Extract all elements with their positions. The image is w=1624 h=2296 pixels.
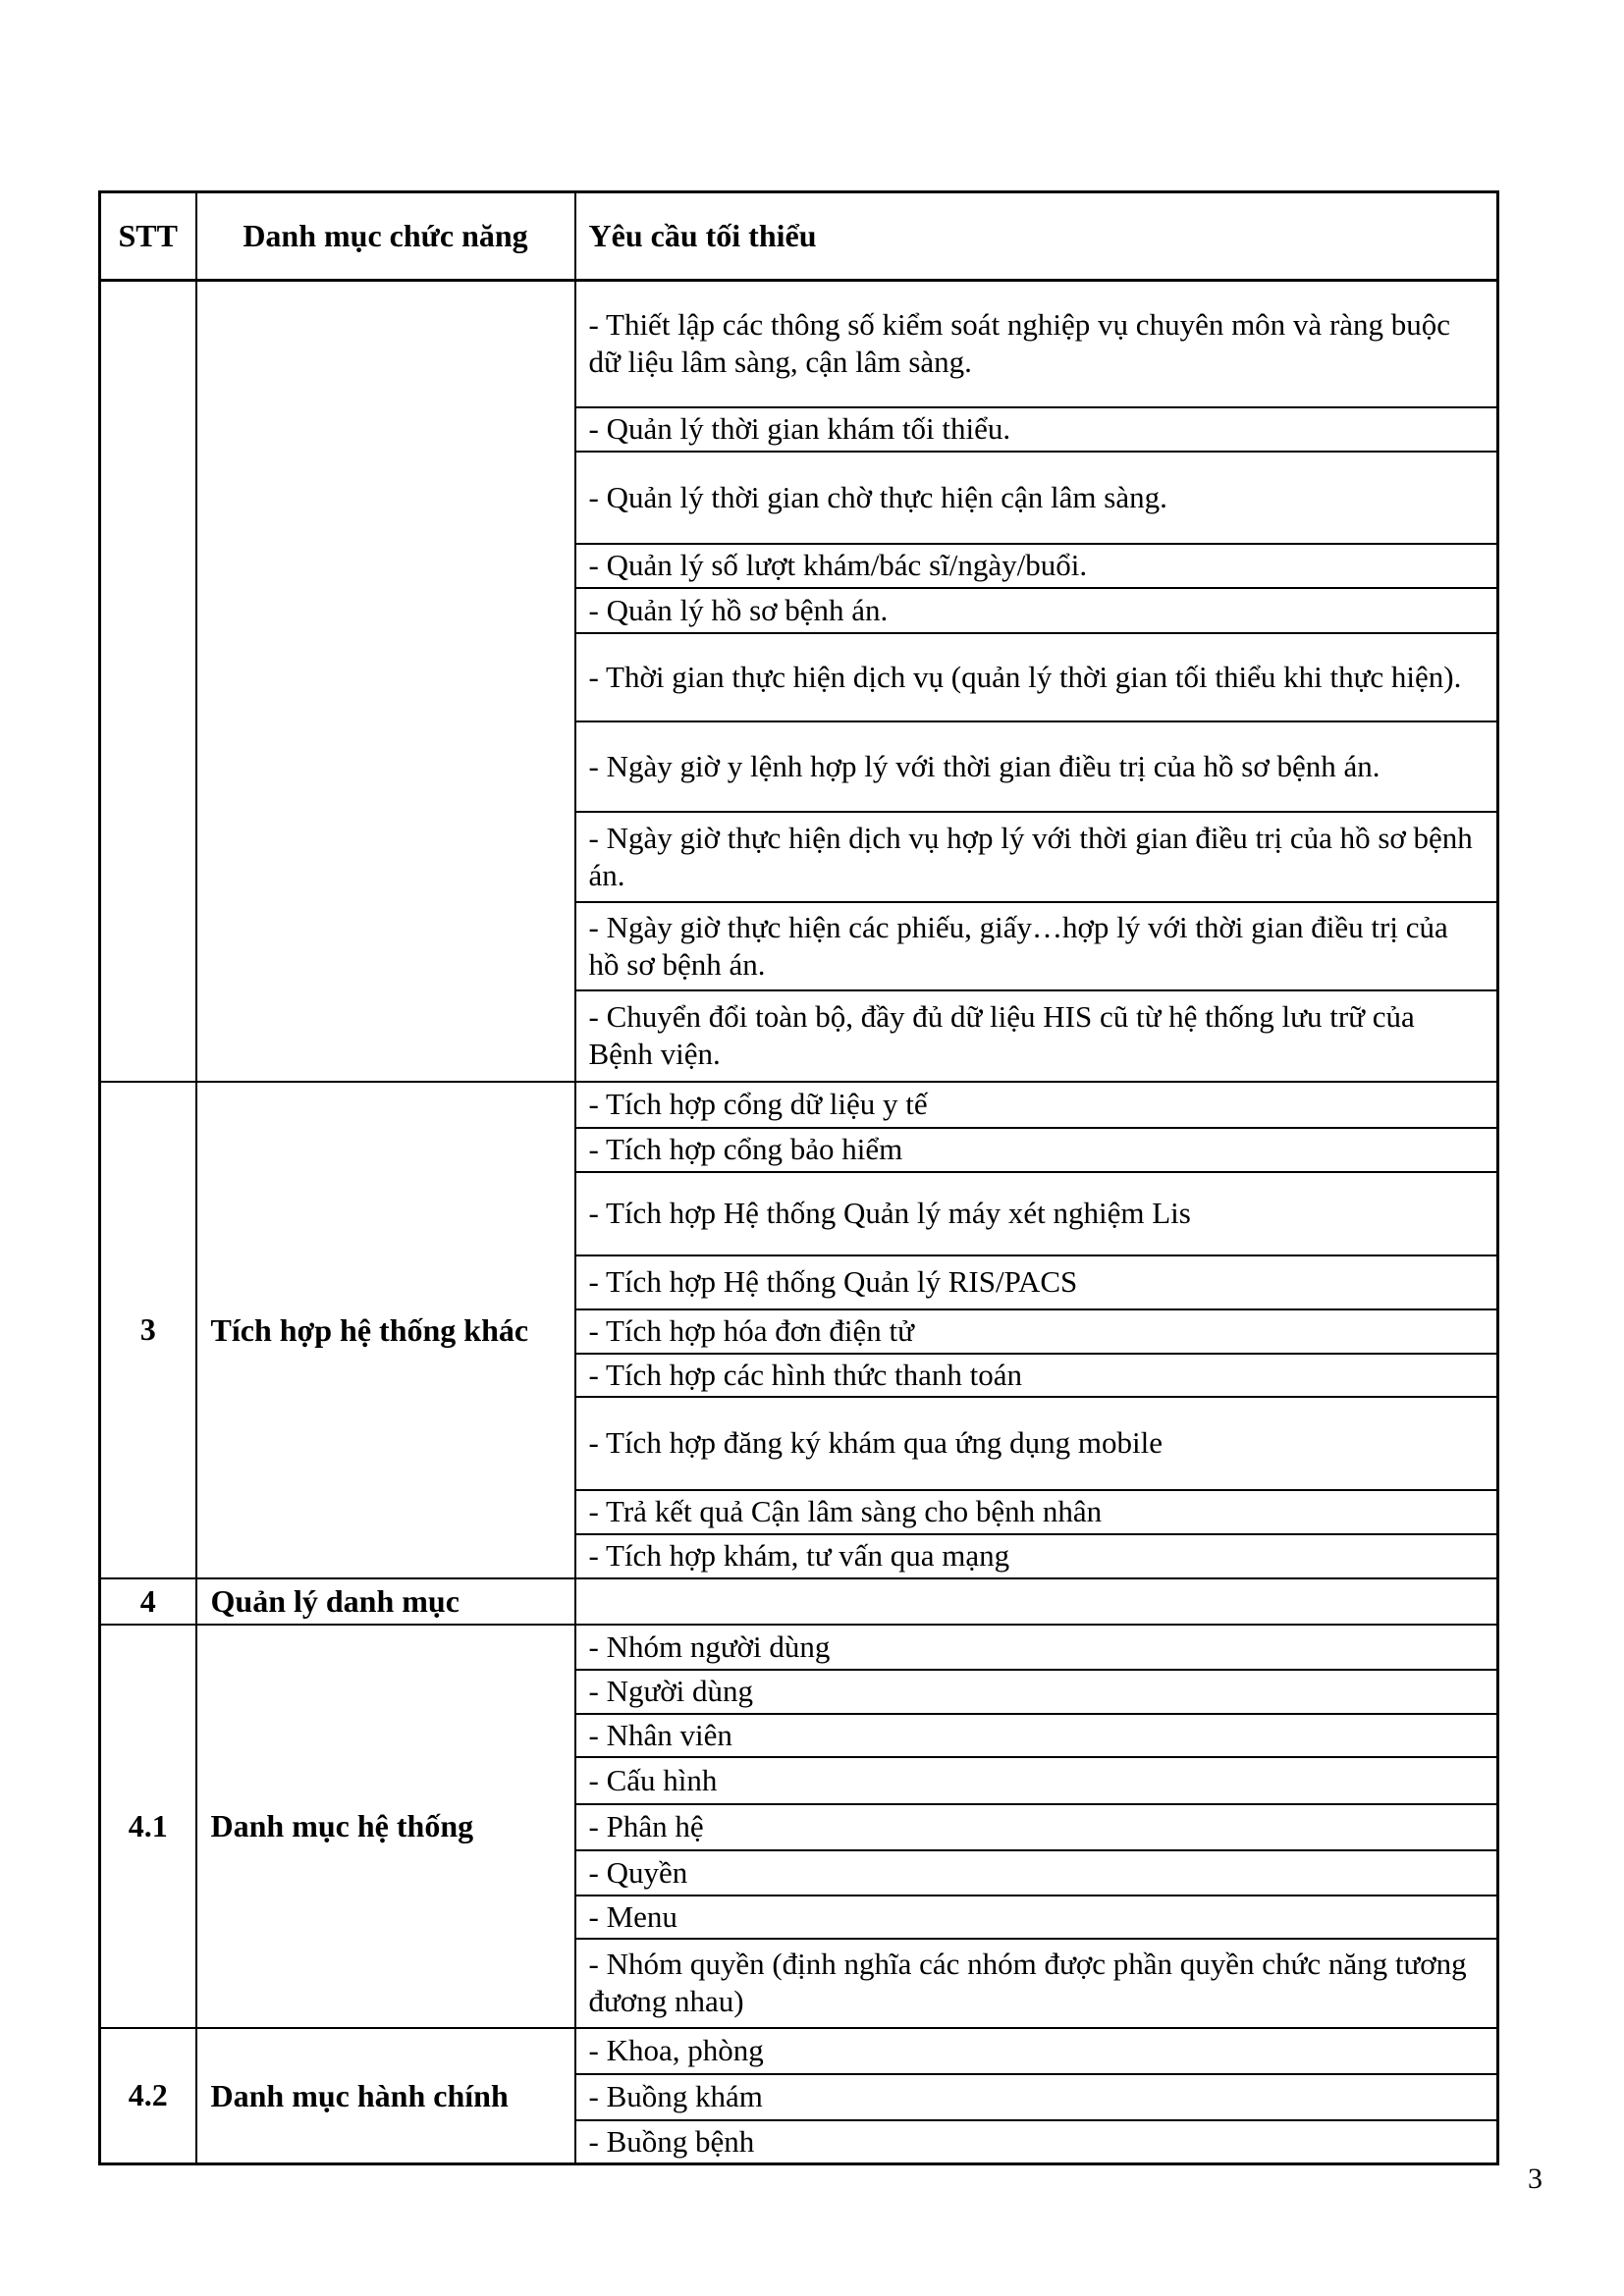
col-header-requirement: Yêu cầu tối thiểu [575,192,1498,281]
table-row [100,1625,1498,1670]
category-cell: Quản lý danh mục [196,1578,575,1625]
table-header-row [100,192,1498,281]
requirement-cell: - Thời gian thực hiện dịch vụ (quản lý thời gian tối thiểu khi thực hiện). [575,633,1498,721]
table-row [100,281,1498,407]
requirement-cell: - Cấu hình [575,1757,1498,1804]
requirement-cell: - Ngày giờ thực hiện các phiếu, giấy…hợp lý với thời gian điều trị của hồ sơ bệnh án. [575,902,1498,990]
requirement-cell [575,1578,1498,1625]
requirement-cell: - Quản lý thời gian khám tối thiểu. [575,407,1498,452]
requirement-cell: - Trả kết quả Cận lâm sàng cho bệnh nhân [575,1490,1498,1534]
requirement-cell: - Ngày giờ thực hiện dịch vụ hợp lý với thời gian điều trị của hồ sơ bệnh án. [575,812,1498,902]
table-row [100,2028,1498,2074]
requirement-cell: - Quản lý thời gian chờ thực hiện cận lâm sàng. [575,452,1498,544]
requirement-cell: - Nhóm quyền (định nghĩa các nhóm được phần quyền chức năng tương đương nhau) [575,1939,1498,2028]
requirement-cell: - Người dùng [575,1670,1498,1714]
requirement-cell: - Buồng khám [575,2074,1498,2120]
requirement-cell: - Phân hệ [575,1804,1498,1850]
requirement-cell: - Tích hợp Hệ thống Quản lý RIS/PACS [575,1255,1498,1309]
requirement-cell: - Chuyển đổi toàn bộ, đầy đủ dữ liệu HIS cũ từ hệ thống lưu trữ của Bệnh viện. [575,990,1498,1082]
stt-cell [100,281,196,1082]
requirement-cell: - Menu [575,1896,1498,1939]
requirement-cell: - Tích hợp đăng ký khám qua ứng dụng mobile [575,1397,1498,1490]
table-row [100,1082,1498,1128]
stt-cell: 4.2 [100,2028,196,2164]
page-number: 3 [1528,2163,1543,2195]
requirement-cell: - Nhân viên [575,1714,1498,1757]
stt-cell: 4 [100,1578,196,1625]
table-row [100,1578,1498,1625]
requirement-cell: - Nhóm người dùng [575,1625,1498,1670]
col-header-stt: STT [100,192,196,281]
requirement-cell: - Quyền [575,1850,1498,1896]
category-cell: Danh mục hệ thống [196,1625,575,2028]
requirement-cell: - Ngày giờ y lệnh hợp lý với thời gian điều trị của hồ sơ bệnh án. [575,721,1498,812]
requirement-cell: - Tích hợp các hình thức thanh toán [575,1354,1498,1397]
requirement-cell: - Tích hợp cổng dữ liệu y tế [575,1082,1498,1128]
requirement-cell: - Tích hợp cổng bảo hiểm [575,1128,1498,1172]
stt-cell: 4.1 [100,1625,196,2028]
stt-cell: 3 [100,1082,196,1578]
requirement-cell: - Tích hợp khám, tư vấn qua mạng [575,1534,1498,1578]
requirement-cell: - Quản lý hồ sơ bệnh án. [575,588,1498,633]
requirement-cell: - Buồng bệnh [575,2120,1498,2164]
requirements-table [98,190,1496,2165]
requirement-cell: - Tích hợp hóa đơn điện tử [575,1309,1498,1354]
requirement-cell: - Quản lý số lượt khám/bác sĩ/ngày/buổi. [575,544,1498,588]
category-cell: Tích hợp hệ thống khác [196,1082,575,1578]
col-header-category: Danh mục chức năng [196,192,575,281]
requirement-cell: - Khoa, phòng [575,2028,1498,2074]
requirement-cell: - Tích hợp Hệ thống Quản lý máy xét nghiệm Lis [575,1172,1498,1255]
category-cell: Danh mục hành chính [196,2028,575,2164]
requirement-cell: - Thiết lập các thông số kiểm soát nghiệp vụ chuyên môn và ràng buộc dữ liệu lâm sàng, cận lâm sàng. [575,281,1498,407]
category-cell [196,281,575,1082]
